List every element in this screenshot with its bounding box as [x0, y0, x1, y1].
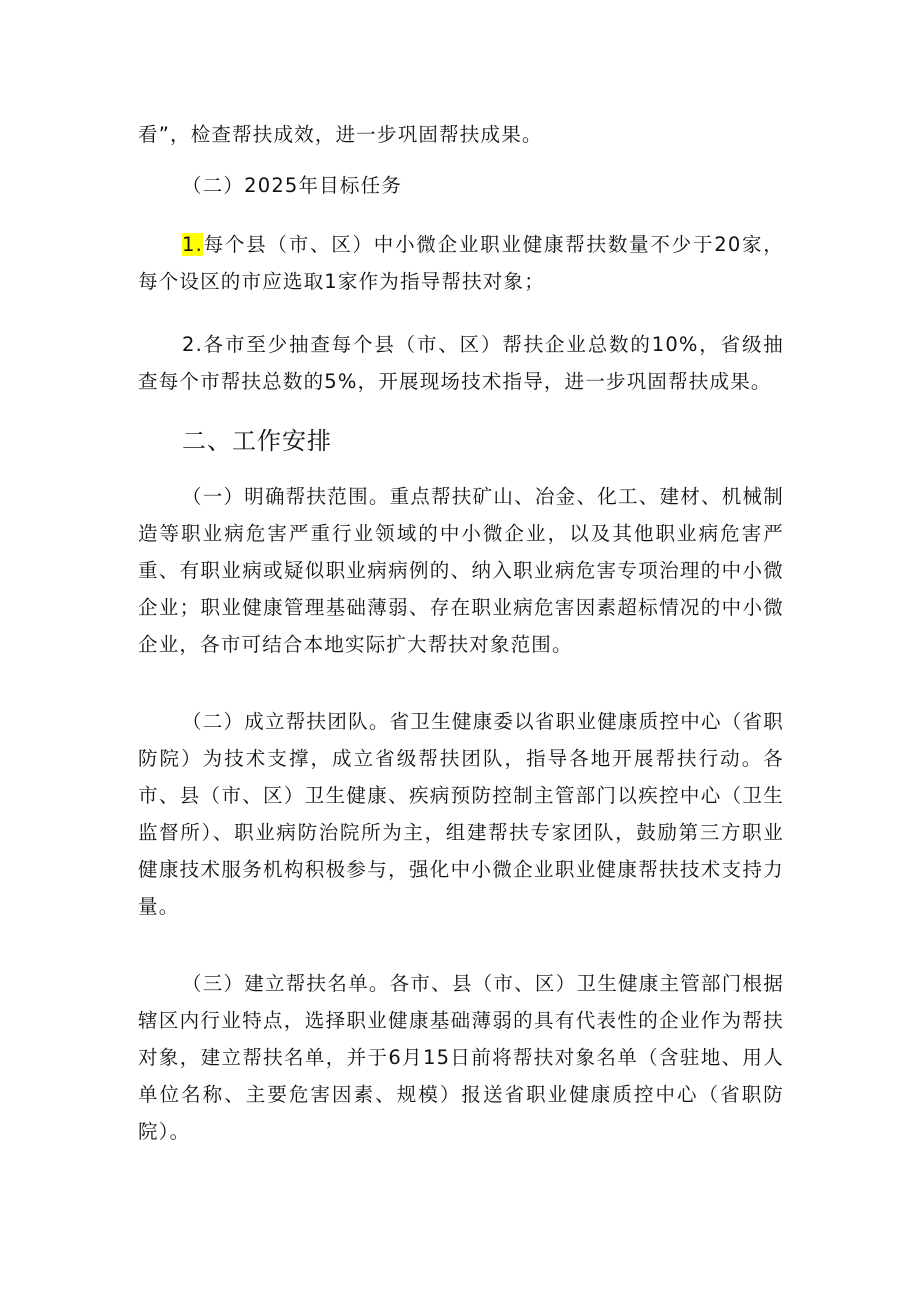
item-1-number-highlight: 1.: [182, 233, 204, 256]
paragraph-item-2: 2.各市至少抽查每个县（市、区）帮扶企业总数的10%，省级抽查每个市帮扶总数的5%，开展现场技术指导，进一步巩固帮扶成果。: [138, 333, 784, 393]
paragraph-list: （三）建立帮扶名单。各市、县（市、区）卫生健康主管部门根据辖区内行业特点，选择职业健康基础薄弱的具有代表性的企业作为帮扶对象，建立帮扶名单，并于6月15日前将帮扶对象名单（含驻地、用人单位名称、主要危害因素、规模）报送省职业健康质控中心（省职防院）。: [138, 972, 784, 1143]
paragraph-item-1: [138, 226, 784, 300]
paragraph-team: （二）成立帮扶团队。省卫生健康委以省职业健康质控中心（省职防院）为技术支撑，成立省级帮扶团队，指导各地开展帮扶行动。各市、县（市、区）卫生健康、疾病预防控制主管部门以疾控中心（卫生监督所）、职业病防治院所为主，组建帮扶专家团队，鼓励第三方职业健康技术服务机构积极参与，强化中小微企业职业健康帮扶技术支持力量。: [138, 710, 784, 918]
item-1-text: 每个县（市、区）中小微企业职业健康帮扶数量不少于20家，每个设区的市应选取1家作为指导帮扶对象；: [138, 233, 784, 293]
paragraph-target-title: （二）2025年目标任务: [182, 174, 403, 197]
paragraph-continuation: 看”，检查帮扶成效，进一步巩固帮扶成果。: [138, 123, 543, 146]
section-heading-work-arrangement: 二、工作安排: [182, 427, 332, 455]
paragraph-scope: （一）明确帮扶范围。重点帮扶矿山、冶金、化工、建材、机械制造等职业病危害严重行业领域的中小微企业，以及其他职业病危害严重、有职业病或疑似职业病病例的、纳入职业病危害专项治理的中小微企业；职业健康管理基础薄弱、存在职业病危害因素超标情况的中小微企业，各市可结合本地实际扩大帮扶对象范围。: [138, 485, 784, 656]
